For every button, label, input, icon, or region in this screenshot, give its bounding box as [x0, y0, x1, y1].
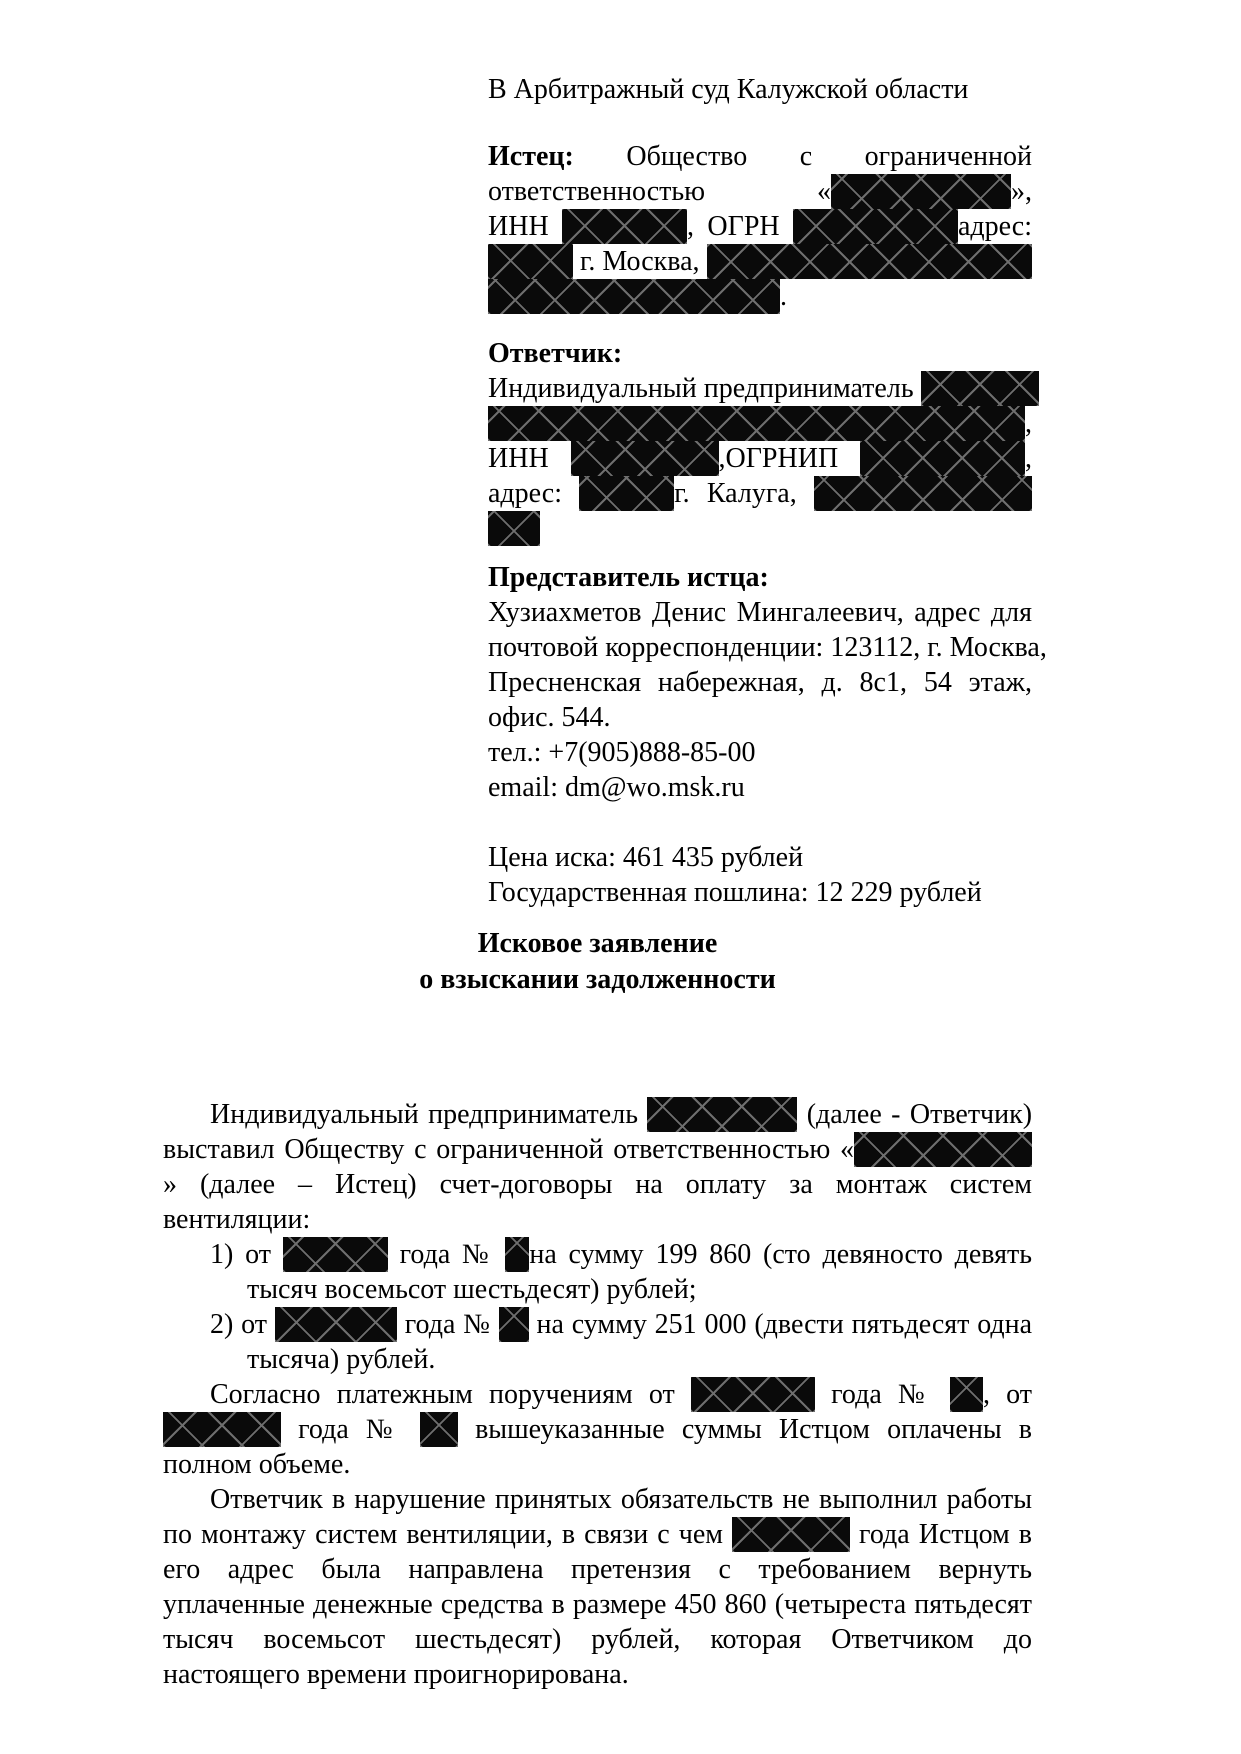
- list-item-1: [163, 1237, 1032, 1307]
- text-line: [488, 875, 1032, 910]
- text-run: »,: [1011, 176, 1032, 207]
- representative-block: [488, 560, 1047, 805]
- plaintiff-block: [488, 139, 1032, 314]
- text-line: [488, 174, 1032, 209]
- body-paragraph-3: [163, 1482, 1032, 1692]
- text-run: Мингалеевич,: [736, 597, 904, 628]
- text-run: года №: [399, 1239, 494, 1270]
- text-run: года №: [831, 1379, 934, 1410]
- text-run: года №: [404, 1309, 491, 1340]
- text-run: адрес:: [488, 478, 563, 509]
- text-run: 2): [210, 1309, 234, 1340]
- text-run: ИНН: [488, 443, 549, 474]
- text-run: ,ОГРНИП: [718, 443, 839, 474]
- text-run: (далее – Истец) счет-договоры на оплату за монтаж систем вентиляции:: [163, 1169, 1033, 1235]
- bold-label: Представитель истца:: [488, 562, 769, 593]
- text-run: г. Москва,: [927, 632, 1047, 663]
- text-run: д. 8с1,: [821, 667, 907, 698]
- text-line: [488, 700, 1032, 735]
- text-line: [488, 139, 1032, 174]
- text-run: года №: [298, 1414, 403, 1445]
- redaction-box: [831, 174, 1011, 209]
- text-run: выставил Обществу с ограниченной ответственностью: [163, 1134, 831, 1165]
- redaction-box: [275, 1307, 397, 1342]
- redaction-box: [732, 1517, 850, 1552]
- text-line: [488, 441, 1032, 476]
- text-run: для: [990, 597, 1033, 628]
- text-run: г. Калуга,: [674, 478, 797, 509]
- text-line: [488, 770, 1032, 805]
- text-run: Согласно платежным поручениям от: [210, 1379, 675, 1410]
- redaction-box: [854, 1132, 1032, 1167]
- redaction-box: [814, 476, 1032, 511]
- text-run: -: [891, 1099, 901, 1130]
- redaction-box: [793, 209, 958, 244]
- list-item-2: [163, 1307, 1032, 1377]
- redaction-box: [488, 406, 1025, 441]
- text-run: предприниматель: [703, 373, 914, 404]
- title-line-2: о взыскании задолженности: [419, 964, 776, 995]
- text-run: email: dm@wo.msk.ru: [488, 772, 745, 803]
- text-line: [488, 511, 1032, 546]
- redaction-box: [488, 511, 540, 546]
- text-line: [488, 630, 1047, 665]
- text-run: «: [840, 1134, 855, 1165]
- defendant-block: [488, 336, 1032, 546]
- text-line: [488, 279, 1032, 314]
- text-run: Индивидуальный: [210, 1099, 419, 1130]
- text-run: Хузиахметов: [488, 597, 642, 628]
- text-run: ,: [1025, 443, 1033, 474]
- text-run: , от: [983, 1379, 1033, 1410]
- text-line: [488, 371, 1032, 406]
- redaction-box: [283, 1237, 388, 1272]
- text-run: Ответчик): [909, 1099, 1033, 1130]
- text-run: ограниченной: [864, 141, 1032, 172]
- text-line: [488, 209, 1032, 244]
- redaction-box: [921, 371, 1039, 406]
- claim-amounts-block: [488, 840, 1032, 910]
- text-run: офис. 544.: [488, 702, 611, 733]
- bold-label: Истец:: [488, 141, 574, 172]
- bold-label: Ответчик:: [488, 338, 623, 369]
- text-run: с: [799, 141, 813, 172]
- text-run: Пресненская: [488, 667, 642, 698]
- redaction-box: [647, 1097, 797, 1132]
- redaction-box: [499, 1307, 529, 1342]
- text-line: [488, 560, 1032, 595]
- text-run: вышеуказанные суммы Истцом оплачены в полном объеме.: [163, 1414, 1033, 1480]
- text-run: »: [163, 1169, 177, 1200]
- text-run: Общество: [626, 141, 748, 172]
- body-paragraph-2: [163, 1377, 1032, 1482]
- text-run: г. Москва,: [573, 246, 707, 277]
- text-run: адрес: [914, 597, 981, 628]
- redaction-box: [579, 476, 674, 511]
- text-run: адрес:: [958, 211, 1033, 242]
- text-run: (далее: [806, 1099, 882, 1130]
- body-paragraph-1: [163, 1097, 1032, 1237]
- text-run: Индивидуальный: [488, 373, 697, 404]
- text-run: .: [780, 281, 787, 312]
- text-run: этаж,: [968, 667, 1032, 698]
- redaction-box: [950, 1377, 983, 1412]
- text-run: 54: [923, 667, 952, 698]
- redaction-box: [691, 1377, 815, 1412]
- text-run: ,: [1025, 408, 1032, 439]
- redaction-box: [488, 244, 573, 279]
- text-run: на сумму 251 000 (двести пятьдесят одна тысяча) рублей.: [247, 1309, 1033, 1375]
- redaction-box: [562, 209, 687, 244]
- court-header: В Арбитражный суд Калужской области: [488, 74, 969, 105]
- redaction-box: [505, 1237, 529, 1272]
- redaction-box: [488, 279, 780, 314]
- text-run: ИНН: [488, 211, 549, 242]
- redaction-box: [860, 441, 1025, 476]
- text-run: от: [245, 1239, 271, 1270]
- text-run: 1): [210, 1239, 234, 1270]
- text-run: почтовой: [488, 632, 599, 663]
- text-line: [488, 665, 1032, 700]
- text-run: на сумму 199 860 (сто девяносто девять тысяч восемьсот шестьдесят) рублей;: [247, 1239, 1033, 1305]
- redaction-box: [420, 1412, 458, 1447]
- text-run: от: [241, 1309, 268, 1340]
- text-line: [488, 840, 1032, 875]
- document-title: [163, 926, 1032, 998]
- text-line: [488, 476, 1032, 511]
- redaction-box: [707, 244, 1032, 279]
- text-run: Ответчик в нарушение принятых обязательств не выполнил работы по монтажу систем вентиляции, в связи с чем: [163, 1484, 1032, 1550]
- text-run: тел.: +7(905)888-85-00: [488, 737, 756, 768]
- redaction-box: [571, 441, 719, 476]
- title-line-1: Исковое заявление: [477, 928, 718, 959]
- text-line: [488, 336, 1032, 371]
- text-run: предприниматель: [428, 1099, 638, 1130]
- text-run: Денис: [651, 597, 727, 628]
- text-line: [488, 595, 1032, 630]
- text-run: корреспонденции:: [605, 632, 824, 663]
- redaction-box: [163, 1412, 281, 1447]
- text-run: 123112,: [830, 632, 921, 663]
- text-run: «: [817, 176, 831, 207]
- text-run: года Истцом в его адрес была направлена претензия с требованием вернуть уплаченные денежные средства в размере 450 860 (четыреста пятьдесят тысяч восемьсот шестьдесят) рублей, которая Ответчиком до настоящего времени проигнорирована.: [163, 1519, 1033, 1690]
- document-body: [163, 1097, 1032, 1692]
- text-line: [488, 735, 1032, 770]
- text-run: , ОГРН: [687, 211, 780, 242]
- text-run: набережная,: [657, 667, 805, 698]
- text-line: [488, 244, 1032, 279]
- text-line: [488, 406, 1032, 441]
- text-run: Цена иска: 461 435 рублей: [488, 842, 804, 873]
- text-run: ответственностью: [488, 176, 706, 207]
- text-run: Государственная пошлина: 12 229 рублей: [488, 877, 982, 908]
